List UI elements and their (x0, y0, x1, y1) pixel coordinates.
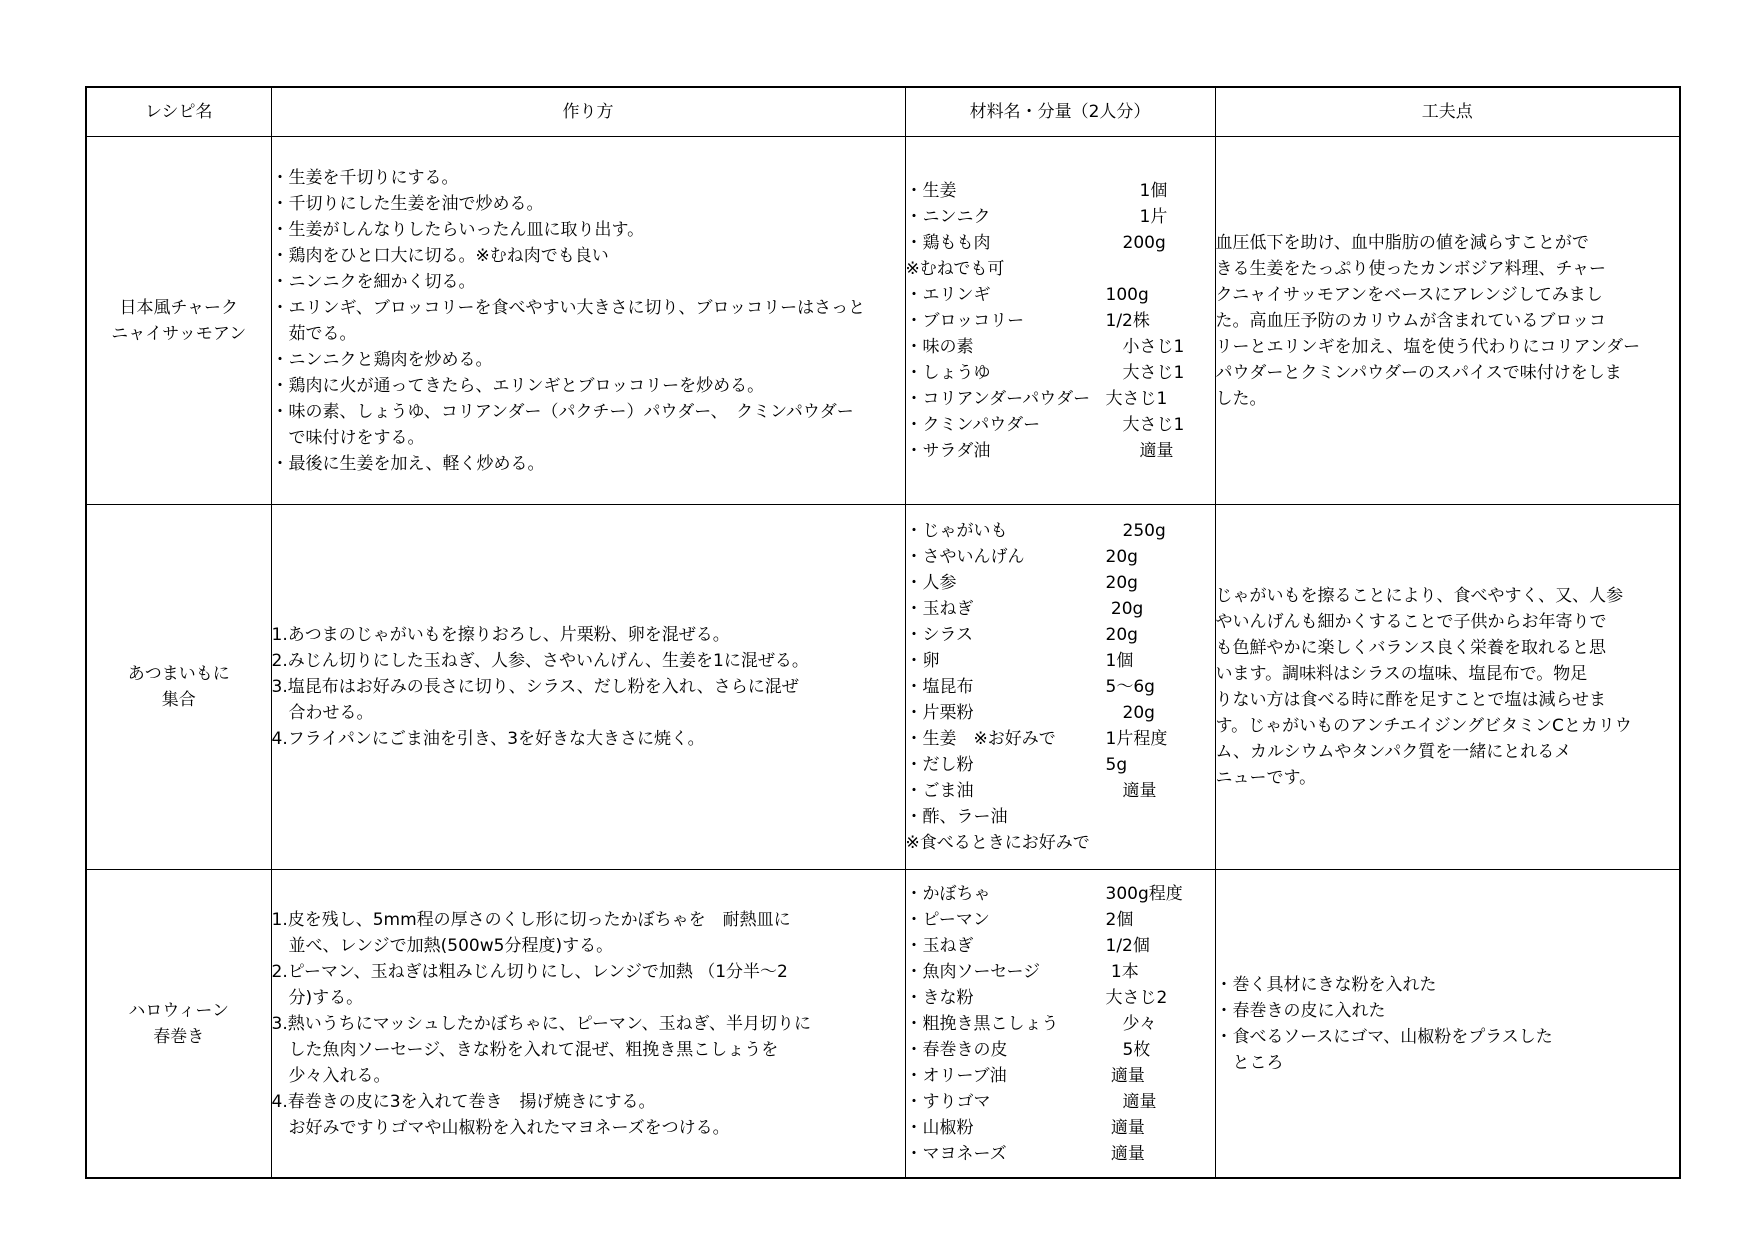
ingredient-note: ※食べるときにお好みで (905, 833, 1090, 853)
ingredient-name: ・シラス (905, 625, 973, 645)
ingredient-quantity: 1本 (1105, 961, 1139, 982)
tip-line: た。高血圧予防のカリウムが含まれているブロッコ (1215, 310, 1606, 331)
tip-line: りない方は食べる時に酢を足すことで塩は減らせま (1215, 690, 1606, 710)
header-ingredients: 材料名・分量（2人分） (905, 87, 1215, 137)
table-row (86, 137, 1680, 505)
ingredient-name: ・さやいんげん (905, 547, 1025, 567)
ingredient-quantity: 適量 (1105, 1065, 1145, 1086)
method-step: 少々入れる。 (271, 1065, 391, 1086)
ingredient-note: ※むねでも可 (905, 258, 1005, 279)
ingredient-name: ・オリーブ油 (905, 1065, 1007, 1086)
method-step: 3.塩昆布はお好みの長さに切り、シラス、だし粉を入れ、さらに混ぜ (271, 677, 799, 697)
ingredient-quantity: 5枚 (1105, 1039, 1151, 1060)
ingredient-item (906, 881, 1215, 907)
ingredient-quantity: 1/2個 (1105, 935, 1150, 956)
ingredient-name: ・エリンギ (905, 284, 991, 305)
ingredient-name: ・鶏もも肉 (905, 232, 991, 253)
ingredient-item (906, 726, 1215, 752)
method-step: ・最後に生姜を加え、軽く炒める。 (271, 453, 545, 474)
method-step: 2.みじん切りにした玉ねぎ、人参、さやいんげん、生姜を1に混ぜる。 (271, 651, 809, 671)
method-step: 4.フライパンにごま油を引き、3を好きな大きさに焼く。 (271, 729, 705, 749)
ingredient-item (906, 544, 1215, 570)
ingredient-quantity: 適量 (1105, 1091, 1157, 1112)
ingredient-quantity: 20g (1105, 573, 1138, 593)
ingredient-quantity: 1片 (1105, 206, 1168, 227)
ingredient-name: ・しょうゆ (905, 362, 991, 383)
ingredient-quantity: 20g (1105, 599, 1144, 619)
ingredient-item (906, 985, 1215, 1011)
ingredient-name: ・マヨネーズ (905, 1143, 1007, 1164)
tip-line: す。じゃがいものアンチエイジングビタミンCとカリウ (1215, 716, 1632, 736)
tip-line: ・春巻きの皮に入れた (1215, 1000, 1386, 1021)
method-step: 3.熱いうちにマッシュしたかぼちゃに、ピーマン、玉ねぎ、半月切りに (271, 1013, 811, 1034)
recipe-name: あつまいもに (127, 664, 230, 684)
ingredient-quantity: 少々 (1105, 1013, 1157, 1034)
ingredient-name: ・コリアンダーパウダー (905, 388, 1091, 409)
recipe-name: ハロウィーン (128, 1000, 230, 1021)
tips-cell (1215, 137, 1680, 505)
method-step: 並べ、レンジで加熱(500w5分程度)する。 (271, 935, 614, 956)
tip-line: ところ (1215, 1052, 1284, 1073)
table-row (86, 870, 1680, 1179)
ingredient-item (906, 1115, 1215, 1141)
ingredient-name: ・生姜 (905, 180, 957, 201)
tip-line: パウダーとクミンパウダーのスパイスで味付けをしま (1215, 362, 1622, 383)
method-step: ・ニンニクと鶏肉を炒める。 (271, 349, 493, 370)
recipe-name: 集合 (161, 690, 196, 710)
ingredient-item (906, 907, 1215, 933)
ingredient-name: ・ニンニク (905, 206, 991, 227)
method-step: 1.あつまのじゃがいもを擦りおろし、片栗粉、卵を混ぜる。 (271, 625, 730, 645)
method-step: お好みですりゴマや山椒粉を入れたマヨネーズをつける。 (271, 1117, 730, 1138)
ingredient-quantity: 適量 (1105, 781, 1157, 801)
tips-cell (1215, 505, 1680, 870)
ingredient-item (906, 1037, 1215, 1063)
ingredient-item (906, 778, 1215, 804)
ingredient-quantity: 5～6g (1105, 677, 1155, 697)
ingredient-item (906, 438, 1215, 464)
method-step: ・生姜がしんなりしたらいったん皿に取り出す。 (271, 219, 645, 240)
ingredient-item (906, 700, 1215, 726)
tip-line: きる生姜をたっぷり使ったカンボジア料理、チャー (1215, 258, 1606, 279)
ingredient-quantity: 1個 (1105, 651, 1134, 671)
ingredient-name: ・すりゴマ (905, 1091, 991, 1112)
ingredient-name: ・塩昆布 (905, 677, 974, 697)
ingredients-cell (905, 505, 1215, 870)
ingredient-quantity: 大さじ1 (1105, 414, 1185, 435)
table-row (86, 505, 1680, 870)
ingredient-quantity: 200g (1105, 232, 1166, 253)
tip-line: やいんげんも細かくすることで子供からお年寄りで (1215, 612, 1607, 632)
header-recipe-name: レシピ名 (86, 87, 271, 137)
ingredient-quantity: 大さじ1 (1105, 362, 1185, 383)
ingredient-item (906, 1141, 1215, 1167)
recipe-name: 日本風チャーク (119, 297, 238, 318)
ingredient-item (906, 674, 1215, 700)
tip-line: ・食べるソースにゴマ、山椒粉をプラスした (1215, 1026, 1553, 1047)
ingredient-name: ・粗挽き黒こしょう (905, 1013, 1059, 1034)
ingredient-name: ・春巻きの皮 (905, 1039, 1008, 1060)
ingredient-quantity: 適量 (1105, 1143, 1145, 1164)
tip-line: も色鮮やかに楽しくバランス良く栄養を取れると思 (1215, 638, 1606, 658)
ingredient-name: ・片栗粉 (905, 703, 974, 723)
tip-line: した。 (1215, 388, 1267, 409)
ingredient-item (906, 1011, 1215, 1037)
method-step: で味付けをする。 (271, 427, 425, 448)
method-step: 茹でる。 (271, 323, 357, 344)
ingredient-item (906, 518, 1215, 544)
ingredient-name: ・玉ねぎ (905, 599, 974, 619)
tip-line: じゃがいもを擦ることにより、食べやすく、又、人参 (1215, 586, 1624, 606)
method-step: ・鶏肉に火が通ってきたら、エリンギとブロッコリーを炒める。 (271, 375, 765, 396)
method-step: ・鶏肉をひと口大に切る。※むね肉でも良い (271, 245, 609, 266)
ingredient-note: ・酢、ラー油 (905, 807, 1008, 827)
ingredient-quantity: 適量 (1105, 1117, 1145, 1138)
method-step: ・ニンニクを細かく切る。 (271, 271, 476, 292)
method-step: した魚肉ソーセージ、きな粉を入れて混ぜ、粗挽き黒こしょうを (271, 1039, 779, 1060)
ingredient-item (906, 282, 1215, 308)
ingredient-quantity: 小さじ1 (1105, 336, 1185, 357)
recipe-name: ニャイサッモアン (111, 323, 247, 344)
ingredient-name: ・じゃがいも (905, 521, 1008, 541)
ingredient-item (906, 648, 1215, 674)
ingredient-item (906, 1063, 1215, 1089)
ingredient-item (906, 622, 1215, 648)
header-row (86, 87, 1680, 137)
ingredient-name: ・サラダ油 (905, 440, 991, 461)
ingredient-item (906, 230, 1215, 256)
ingredient-name: ・人参 (905, 573, 957, 593)
ingredient-quantity: 20g (1105, 547, 1138, 567)
method-step: 2.ピーマン、玉ねぎは粗みじん切りにし、レンジで加熱 （1分半～2 (271, 961, 788, 982)
recipe-name-cell (86, 870, 271, 1179)
ingredient-quantity: 1/2株 (1105, 310, 1150, 331)
method-step: ・エリンギ、ブロッコリーを食べやすい大きさに切り、ブロッコリーはさっと (271, 297, 866, 318)
ingredient-name: ・玉ねぎ (905, 935, 974, 956)
recipe-name-cell (86, 137, 271, 505)
ingredient-item (906, 959, 1215, 985)
tip-line: ニューです。 (1215, 768, 1317, 788)
method-cell (271, 505, 905, 870)
ingredient-name: ・山椒粉 (905, 1117, 974, 1138)
header-method: 作り方 (271, 87, 905, 137)
ingredient-name: ・魚肉ソーセージ (905, 961, 1041, 982)
method-step: ・味の素、しょうゆ、コリアンダー（パクチー）パウダー、 クミンパウダー (271, 401, 854, 422)
ingredient-name: ・ごま油 (905, 781, 974, 801)
ingredient-quantity: 2個 (1105, 909, 1134, 930)
ingredients-cell (905, 870, 1215, 1179)
ingredient-item (906, 204, 1215, 230)
ingredient-name: ・ブロッコリー (905, 310, 1025, 331)
ingredient-quantity: 250g (1105, 521, 1166, 541)
ingredient-name: ・生姜 ※お好みで (905, 729, 1056, 749)
ingredient-name: ・ピーマン (905, 909, 990, 930)
ingredient-name: ・きな粉 (905, 987, 974, 1008)
ingredient-name: ・だし粉 (905, 755, 974, 775)
ingredient-item (906, 386, 1215, 412)
ingredient-quantity: 適量 (1105, 440, 1174, 461)
ingredients-cell (905, 137, 1215, 505)
ingredient-quantity: 大さじ2 (1105, 987, 1168, 1008)
ingredient-name: ・卵 (905, 651, 940, 671)
ingredient-item (906, 570, 1215, 596)
method-step: 合わせる。 (271, 703, 374, 723)
ingredient-quantity: 20g (1105, 625, 1138, 645)
method-step: 4.春巻きの皮に3を入れて巻き 揚げ焼きにする。 (271, 1091, 656, 1112)
tip-line: います。調味料はシラスの塩味、塩昆布で。物足 (1215, 664, 1588, 684)
tip-line: クニャイサッモアンをベースにアレンジしてみまし (1215, 284, 1603, 305)
ingredient-name: ・味の素 (905, 336, 974, 357)
recipe-table (85, 86, 1681, 1179)
ingredient-quantity: 1片程度 (1105, 729, 1168, 749)
method-cell (271, 870, 905, 1179)
ingredient-item (906, 178, 1215, 204)
header-tips: 工夫点 (1215, 87, 1680, 137)
method-cell (271, 137, 905, 505)
ingredient-quantity: 5g (1105, 755, 1128, 775)
tip-line: 血圧低下を助け、血中脂肪の値を減らすことがで (1215, 232, 1589, 253)
method-step: ・生姜を千切りにする。 (271, 167, 459, 188)
ingredient-item (906, 1089, 1215, 1115)
ingredient-name: ・かぼちゃ (905, 883, 991, 904)
recipe-name: 春巻き (153, 1026, 205, 1047)
tip-line: リーとエリンギを加え、塩を使う代わりにコリアンダー (1215, 336, 1641, 357)
ingredient-item (906, 360, 1215, 386)
ingredient-item (906, 596, 1215, 622)
ingredient-quantity: 100g (1105, 284, 1149, 305)
method-step: ・千切りにした生姜を油で炒める。 (271, 193, 544, 214)
method-step: 分)する。 (271, 987, 364, 1008)
ingredient-quantity: 300g程度 (1105, 883, 1183, 904)
ingredient-quantity: 大さじ1 (1105, 388, 1168, 409)
recipe-name-cell (86, 505, 271, 870)
ingredient-quantity: 20g (1105, 703, 1155, 723)
ingredient-item (906, 334, 1215, 360)
ingredient-name: ・クミンパウダー (905, 414, 1041, 435)
method-step: 1.皮を残し、5mm程の厚さのくし形に切ったかぼちゃを 耐熱皿に (271, 909, 791, 930)
ingredient-quantity: 1個 (1105, 180, 1168, 201)
ingredient-item (906, 933, 1215, 959)
tips-cell (1215, 870, 1680, 1179)
tip-line: ・巻く具材にきな粉を入れた (1215, 974, 1437, 995)
ingredient-item (906, 412, 1215, 438)
tip-line: ム、カルシウムやタンパク質を一緒にとれるメ (1215, 742, 1572, 762)
ingredient-item (906, 308, 1215, 334)
ingredient-item (906, 752, 1215, 778)
